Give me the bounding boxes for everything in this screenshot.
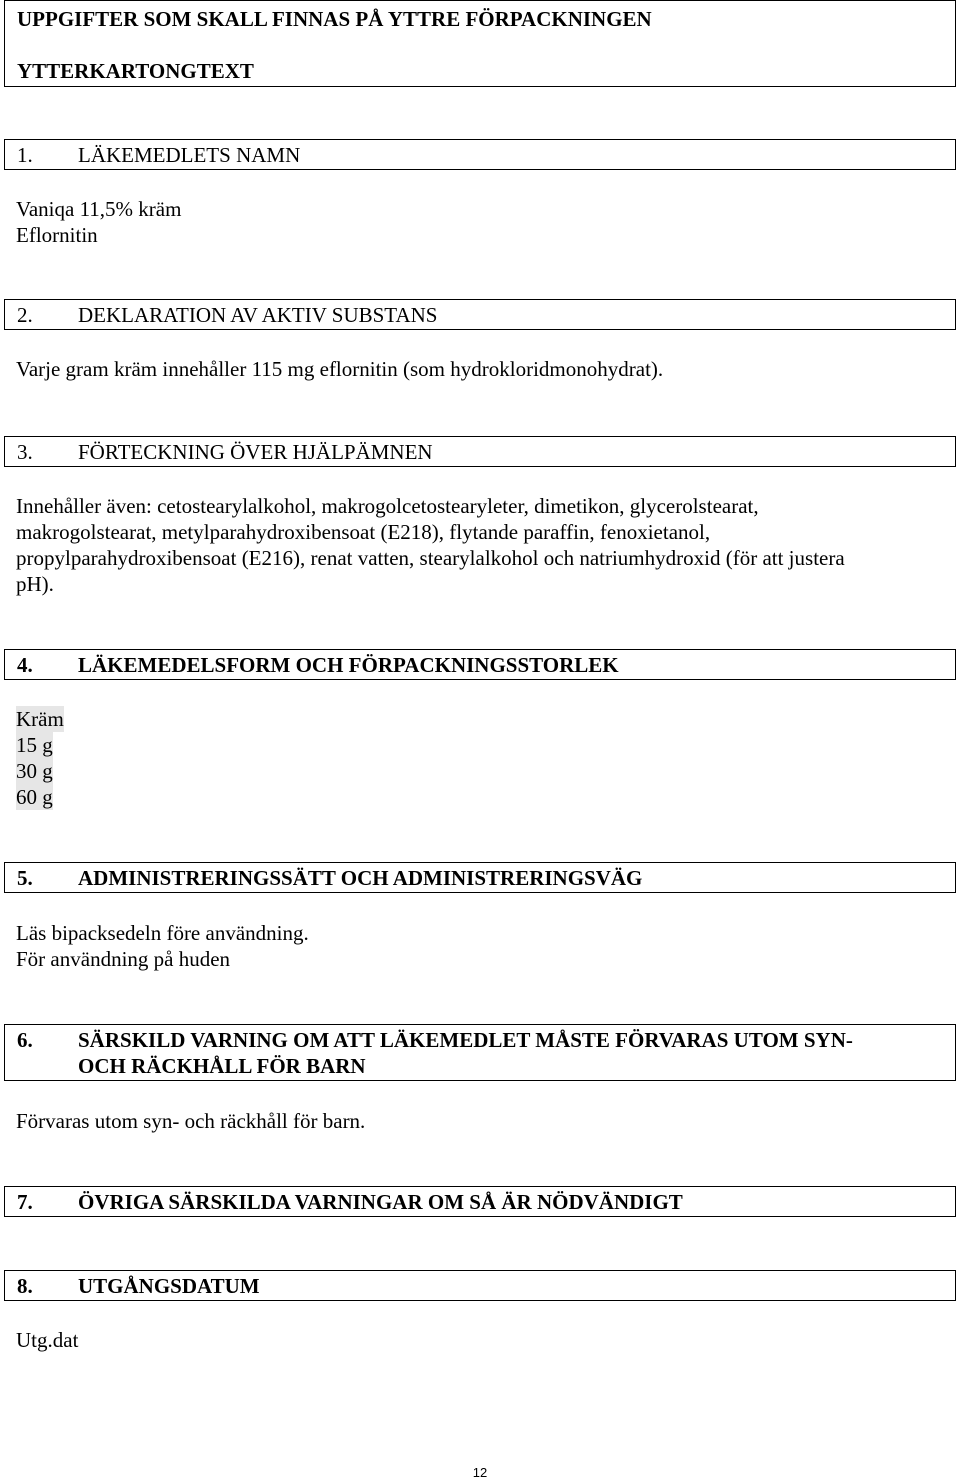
section-number: 1. (17, 143, 33, 167)
section-title: ÖVRIGA SÄRSKILDA VARNINGAR OM SÅ ÄR NÖDVÄNDIGT (78, 1190, 683, 1214)
body-line: 15 g (16, 733, 53, 757)
body-line: För användning på huden (16, 947, 231, 971)
section-5-heading (4, 862, 956, 893)
section-4-heading (4, 649, 956, 680)
header-title: UPPGIFTER SOM SKALL FINNAS PÅ YTTRE FÖRPACKNINGEN (17, 7, 652, 31)
section-title: FÖRTECKNING ÖVER HJÄLPÄMNEN (78, 440, 433, 464)
section-6-heading (4, 1024, 956, 1081)
body-line: Vaniqa 11,5% kräm (16, 197, 182, 221)
section-title: ADMINISTRERINGSSÄTT OCH ADMINISTRERINGSVÄG (78, 866, 643, 890)
section-number: 4. (17, 653, 33, 677)
section-number: 6. (17, 1028, 33, 1052)
section-number: 3. (17, 440, 33, 464)
body-line: Eflornitin (16, 223, 98, 247)
body-line: pH). (16, 572, 54, 596)
section-title-continued: OCH RÄCKHÅLL FÖR BARN (78, 1054, 366, 1078)
body-line: 30 g (16, 759, 53, 783)
section-title: LÄKEMEDLETS NAMN (78, 143, 301, 167)
section-title: SÄRSKILD VARNING OM ATT LÄKEMEDLET MÅSTE FÖRVARAS UTOM SYN- (78, 1028, 853, 1052)
section-7-heading (4, 1186, 956, 1217)
body-line: Varje gram kräm innehåller 115 mg eflornitin (som hydrokloridmonohydrat). (16, 357, 664, 381)
section-number: 8. (17, 1274, 33, 1298)
section-number: 2. (17, 303, 33, 327)
section-number: 5. (17, 866, 33, 890)
body-line: Läs bipacksedeln före användning. (16, 921, 309, 945)
section-2-heading (4, 299, 956, 330)
header-subtitle: YTTERKARTONGTEXT (17, 59, 254, 83)
document-header (4, 0, 956, 87)
page-number: 12 (472, 1465, 488, 1480)
body-line: propylparahydroxibensoat (E216), renat vatten, stearylalkohol och natriumhydroxid (för att justera (16, 546, 845, 570)
body-line: Förvaras utom syn- och räckhåll för barn. (16, 1109, 366, 1133)
body-line: makrogolstearat, metylparahydroxibensoat (E218), flytande paraffin, fenoxietanol, (16, 520, 711, 544)
section-title: LÄKEMEDELSFORM OCH FÖRPACKNINGSSTORLEK (78, 653, 619, 677)
section-3-heading (4, 436, 956, 467)
section-title: DEKLARATION AV AKTIV SUBSTANS (78, 303, 438, 327)
body-line: 60 g (16, 785, 53, 809)
body-line: Innehåller även: cetostearylalkohol, makrogolcetostearyleter, dimetikon, glycerolstearat, (16, 494, 759, 518)
section-number: 7. (17, 1190, 33, 1214)
body-line: Kräm (16, 707, 64, 731)
section-title: UTGÅNGSDATUM (78, 1274, 260, 1298)
section-1-heading (4, 139, 956, 170)
section-8-heading (4, 1270, 956, 1301)
body-line: Utg.dat (16, 1328, 79, 1352)
